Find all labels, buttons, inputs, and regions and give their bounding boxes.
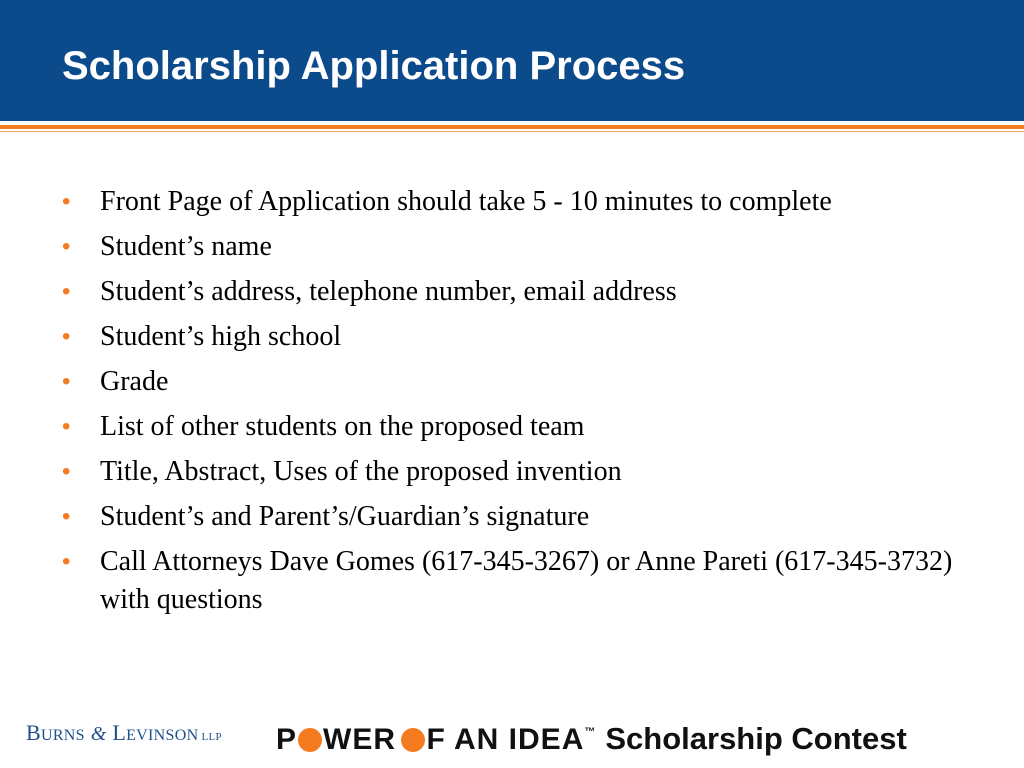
bullet-item — [62, 273, 962, 311]
bullet-text: Grade — [100, 366, 169, 397]
bullet-marker: • — [62, 233, 71, 260]
bullet-text: Student’s and Parent’s/Guardian’s signature — [100, 501, 590, 532]
contest-f-an-idea: F AN IDEA — [426, 723, 585, 756]
footer — [26, 708, 986, 758]
bullet-item — [62, 318, 962, 356]
bullet-list — [62, 183, 962, 626]
header-thin-rule — [0, 131, 1024, 132]
bullet-text: Title, Abstract, Uses of the proposed invention — [100, 456, 622, 487]
bullet-item — [62, 408, 962, 446]
bullet-text: Student’s address, telephone number, email address — [100, 276, 677, 307]
bullet-item — [62, 363, 962, 401]
contest-logo — [276, 712, 907, 765]
bullet-marker: • — [62, 278, 71, 305]
header-bar — [0, 0, 1024, 121]
bullet-item — [62, 453, 962, 491]
bullet-text: Student’s high school — [100, 321, 342, 352]
orange-dot-icon — [298, 728, 322, 752]
bullet-item — [62, 183, 962, 221]
bullet-text: Front Page of Application should take 5 - 10 minutes to complete — [100, 186, 832, 217]
bullet-marker: • — [62, 188, 71, 215]
bullet-marker: • — [62, 503, 71, 530]
contest-wer: WER — [323, 723, 397, 756]
bullet-marker: • — [62, 413, 71, 440]
contest-p: P — [276, 723, 298, 756]
bullet-marker: • — [62, 458, 71, 485]
firm-logo: BURNS & LEVINSON LLP — [26, 720, 222, 745]
bullet-text: Call Attorneys Dave Gomes (617-345-3267) or Anne Pareti (617-345-3732) with questions — [100, 546, 953, 615]
page-title: Scholarship Application Process — [62, 44, 686, 88]
bullet-text: List of other students on the proposed team — [100, 411, 585, 442]
header-accent-rule — [0, 125, 1024, 129]
trademark-symbol: ™ — [584, 726, 596, 738]
bullet-marker: • — [62, 548, 71, 575]
orange-dot-icon — [401, 728, 425, 752]
contest-suffix: Scholarship Contest — [605, 721, 907, 756]
bullet-marker: • — [62, 368, 71, 395]
bullet-text: Student’s name — [100, 231, 272, 262]
bullet-item — [62, 498, 962, 536]
bullet-marker: • — [62, 323, 71, 350]
bullet-item — [62, 543, 962, 619]
bullet-item — [62, 228, 962, 266]
